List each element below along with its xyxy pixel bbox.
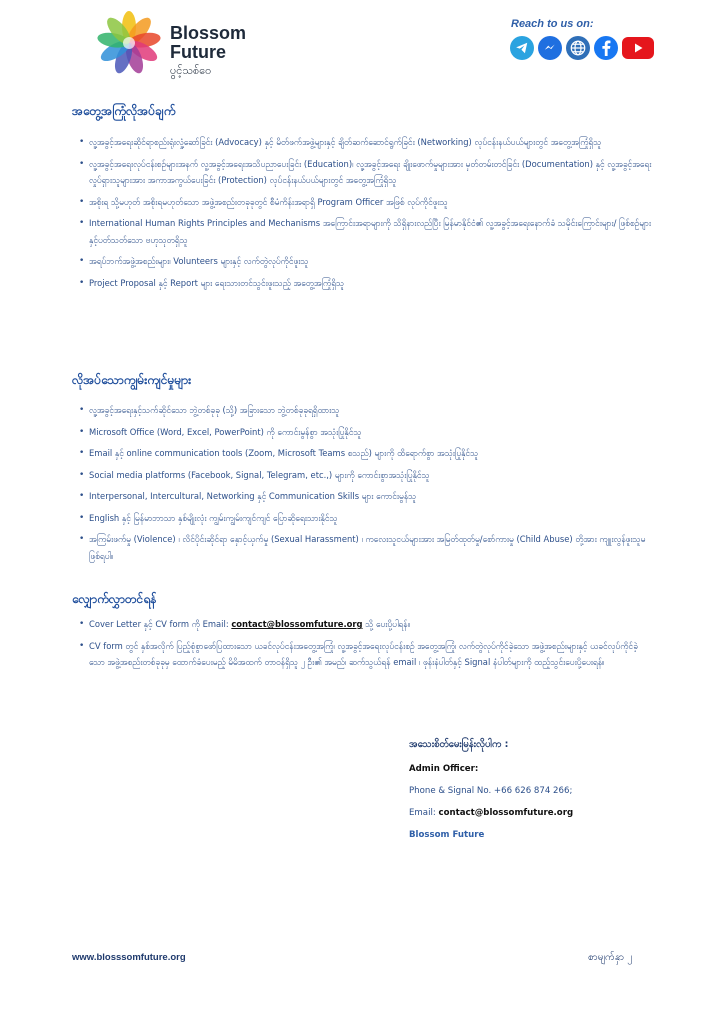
messenger-icon[interactable] <box>538 36 562 60</box>
list-item: • အစိုးရ သို့မဟုတ် အစိုးရမဟုတ်သော အဖွဲ့အစည်းတခုခုတွင် စီမံကိန်းအရာရှိ Program Officer အဖြစ် လုပ်ကိုင်ဖူးသူ <box>72 194 652 211</box>
list-item: • CV form တွင် နှစ်အလိုက် ပြည့်စုံစွာဖော်ပြထားသော ယခင်လုပ်ငန်းအတွေ့အကြုံ၊ လူ့အခွင့်အရေးလုပ်ငန်းစဉ် အတွေ့အကြုံ၊ လက်တွဲလုပ်ကိုင်ခဲ့သော အဖွဲ့အစည်းများနှင့် ယခင်လုပ်ကိုင်ခဲ့သော အဖွဲ့အစည်းတစ်ခုခုမှ ထောက်ခံပေးမည့် မိမိအထက် တာဝန်ရှိသူ ၂ ဦး၏ အမည်၊ ဆက်သွယ်ရန် email ၊ ဖုန်းနံပါတ်နှင့် Signal နံပါတ်များကို ထည့်သွင်းပေးပို့ပေးရန်။ <box>72 638 652 671</box>
list-item: • လူ့အခွင့်အရေးနှင့်သက်ဆိုင်သော ဘွဲ့တစ်ခုခု (သို့) အခြားသော ဘွဲ့တစ်ခုခုရရှိထားသူ <box>72 402 652 419</box>
requirements-list <box>72 134 652 296</box>
contact-phone: Phone & Signal No. +66 626 874 266; <box>409 786 573 796</box>
list-item: • Email နှင့် online communication tools (Zoom, Microsoft Teams စသည်) များကို ထိရောက်စွာ အသုံးပြုနိုင်သူ <box>72 445 652 462</box>
contact-role: Admin Officer: <box>409 764 479 774</box>
requirements-title: အတွေ့အကြုံလိုအပ်ချက် <box>72 104 176 118</box>
brand-subtitle: ပွင့်သစ်ဝေ <box>170 64 212 77</box>
brand-name <box>170 24 246 80</box>
list-item: • Social media platforms (Facebook, Signal, Telegram, etc.,) များကို ကောင်းစွာအသုံးပြုနိုင်သူ <box>72 467 652 484</box>
list-item: • အကြမ်းဖက်မှု (Violence) ၊ လိင်ပိုင်းဆိုင်ရာ နှောင့်ယှက်မှု (Sexual Harassment) ၊ ကလေးသူငယ်များအား အမြတ်ထုတ်မှု/စော်ကားမှု (Child Abuse) တို့အား ကျူးလွန်ဖူးသူမဖြစ်ရပါ။ <box>72 531 652 564</box>
list-item: • Interpersonal, Intercultural, Networking နှင့် Communication Skills များ ကောင်းမွန်သူ <box>72 488 652 505</box>
list-item <box>72 616 652 633</box>
apply-title: လျှောက်လွှာတင်ရန် <box>72 592 157 606</box>
list-item: • လူ့အခွင့်အရေးလုပ်ငန်းစဉ်များအနက် လူ့အခွင့်အရေးအသိပညာပေးခြင်း (Education)၊ လူ့အခွင့်အရေး ချိုးဖောက်မှုများအား မှတ်တမ်းတင်ခြင်း (Documentation) နှင့် လူ့အခွင့်အရေး လှုပ်ရှားသူများအား အကာအကွယ်ပေးခြင်း (Protection) လုပ်ငန်းနယ်ပယ်များတွင် အတွေ့အကြုံရှိသူ <box>72 156 652 189</box>
list-item: • Microsoft Office (Word, Excel, PowerPoint) ကို ကောင်းမွန်စွာ အသုံးပြုနိုင်သူ <box>72 424 652 441</box>
list-item: • International Human Rights Principles and Mechanisms အကြောင်းအရာများကို သိရှိနားလည်ပြီး မြန်မာနိုင်ငံ၏ လူ့အခွင့်အရေးနောက်ခံ သမိုင်းကြောင်းများ/ ဖြစ်စဉ်များနှင့်ပတ်သတ်သော ဗဟုသုတရှိသူ <box>72 215 652 248</box>
facebook-icon[interactable] <box>594 36 618 60</box>
list-item: • လူ့အခွင့်အရေးဆိုင်ရာစည်းရုံးလှုံ့ဆော်ခြင်း (Advocacy) နှင့် မိတ်ဖက်အဖွဲ့များနှင့် ချိတ်ဆက်ဆောင်ရွက်ခြင်း (Networking) လုပ်ငန်းနယ်ပယ်များတွင် အတွေ့အကြုံရှိသူ <box>72 134 652 151</box>
list-item: • English နှင့် မြန်မာဘာသာ နှစ်မျိုးလုံး ကျွမ်းကျွမ်းကျင်ကျင် ပြောဆိုရေးသားနိုင်သူ <box>72 510 652 527</box>
globe-icon[interactable] <box>566 36 590 60</box>
email-link[interactable]: contact@blossomfuture.org <box>231 619 363 629</box>
list-item: • Project Proposal နှင့် Report များ ရေးသားတင်သွင်းဖူးသည့် အတွေ့အကြုံရှိသူ <box>72 275 652 292</box>
reach-label: Reach to us on: <box>511 18 594 30</box>
apply-list <box>72 616 652 676</box>
contact-org: Blossom Future <box>409 830 485 840</box>
footer-page-number: စာမျက်နှာ ၂ <box>588 952 633 963</box>
youtube-icon[interactable] <box>622 37 654 59</box>
contact-title: အသေးစိတ်မေးမြန်းလိုပါက : <box>409 739 509 750</box>
telegram-icon[interactable] <box>510 36 534 60</box>
contact-email-line <box>409 808 669 818</box>
social-links <box>510 36 654 60</box>
brand-line-2: Future <box>170 42 226 62</box>
qualifications-list <box>72 402 652 569</box>
list-item: • အရပ်ဘက်အဖွဲ့အစည်းများ၊ Volunteers များနှင့် လက်တွဲလုပ်ကိုင်ဖူးသူ <box>72 253 652 270</box>
footer-website-link[interactable]: www.blosssomfuture.org <box>72 952 186 963</box>
contact-email-link[interactable]: contact@blossomfuture.org <box>438 808 574 818</box>
apply-text-suffix: သို့ ပေးပို့ပါရန်။ <box>362 619 411 629</box>
contact-block <box>409 738 669 840</box>
qualifications-title: လိုအပ်သောကျွမ်းကျင်မှုများ <box>72 373 192 387</box>
brand-line-1: Blossom <box>170 23 247 43</box>
apply-text-prefix: Cover Letter နှင့် CV form ကို Email: <box>89 619 232 629</box>
contact-email-label: Email: <box>409 808 439 818</box>
page-header <box>0 0 724 100</box>
blossom-logo-icon <box>96 10 162 76</box>
